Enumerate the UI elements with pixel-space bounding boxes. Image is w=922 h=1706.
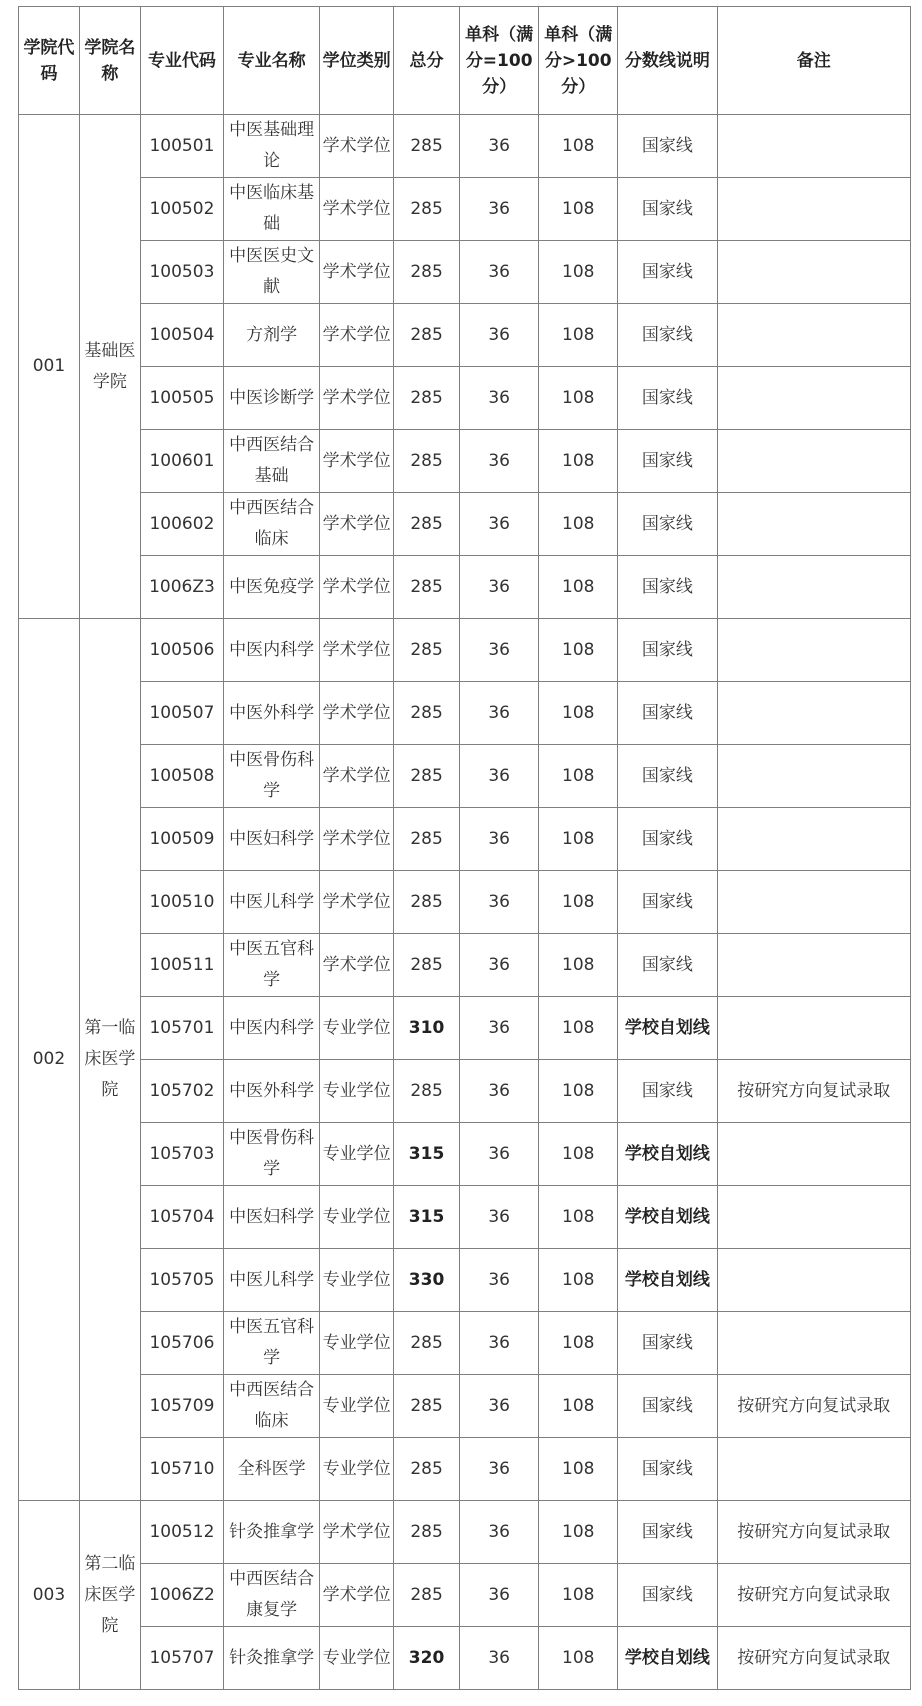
total-score-cell: 285 [393, 1501, 459, 1564]
single-over-100-cell: 108 [539, 178, 618, 241]
table-row [19, 1186, 911, 1249]
table-row [19, 808, 911, 871]
header-remarks: 备注 [717, 7, 910, 115]
total-score-cell: 285 [393, 493, 459, 556]
single-100-cell: 36 [460, 745, 539, 808]
major-name-cell: 中西医结合康复学 [224, 1564, 320, 1627]
major-name-cell: 中医内科学 [224, 997, 320, 1060]
major-code-cell: 100506 [140, 619, 223, 682]
total-score-cell: 285 [393, 241, 459, 304]
table-row [19, 997, 911, 1060]
line-note-cell: 国家线 [618, 367, 717, 430]
line-note-cell: 国家线 [618, 934, 717, 997]
single-over-100-cell: 108 [539, 1564, 618, 1627]
major-name-cell: 针灸推拿学 [224, 1627, 320, 1690]
total-score-cell: 285 [393, 619, 459, 682]
major-name-cell: 中医基础理论 [224, 115, 320, 178]
remarks-cell [717, 1438, 910, 1501]
single-100-cell: 36 [460, 115, 539, 178]
single-over-100-cell: 108 [539, 997, 618, 1060]
major-code-cell: 105710 [140, 1438, 223, 1501]
major-name-cell: 中医骨伤科学 [224, 745, 320, 808]
header-total-score: 总分 [393, 7, 459, 115]
line-note-cell: 国家线 [618, 1312, 717, 1375]
line-note-cell: 国家线 [618, 1060, 717, 1123]
total-score-cell: 330 [393, 1249, 459, 1312]
college-code-cell: 001 [19, 115, 80, 619]
major-code-cell: 105703 [140, 1123, 223, 1186]
college-code-cell: 002 [19, 619, 80, 1501]
single-over-100-cell: 108 [539, 1375, 618, 1438]
total-score-cell: 315 [393, 1123, 459, 1186]
total-score-cell: 285 [393, 304, 459, 367]
college-name-cell: 第二临床医学院 [79, 1501, 140, 1690]
score-table [18, 6, 911, 1690]
total-score-cell: 310 [393, 997, 459, 1060]
single-over-100-cell: 108 [539, 304, 618, 367]
major-name-cell: 中医外科学 [224, 682, 320, 745]
total-score-cell: 285 [393, 556, 459, 619]
single-over-100-cell: 108 [539, 367, 618, 430]
remarks-cell [717, 1186, 910, 1249]
degree-type-cell: 学术学位 [320, 619, 394, 682]
line-note-cell: 国家线 [618, 493, 717, 556]
single-100-cell: 36 [460, 556, 539, 619]
single-100-cell: 36 [460, 997, 539, 1060]
major-code-cell: 1006Z3 [140, 556, 223, 619]
degree-type-cell: 专业学位 [320, 1060, 394, 1123]
table-row [19, 1249, 911, 1312]
single-over-100-cell: 108 [539, 1186, 618, 1249]
single-over-100-cell: 108 [539, 682, 618, 745]
degree-type-cell: 学术学位 [320, 745, 394, 808]
major-name-cell: 方剂学 [224, 304, 320, 367]
single-over-100-cell: 108 [539, 1627, 618, 1690]
major-name-cell: 针灸推拿学 [224, 1501, 320, 1564]
degree-type-cell: 专业学位 [320, 1627, 394, 1690]
header-row [19, 7, 911, 115]
remarks-cell [717, 1312, 910, 1375]
single-over-100-cell: 108 [539, 619, 618, 682]
remarks-cell: 按研究方向复试录取 [717, 1564, 910, 1627]
total-score-cell: 285 [393, 871, 459, 934]
table-row [19, 304, 911, 367]
single-100-cell: 36 [460, 1501, 539, 1564]
header-single-over-100: 单科（满分>100分） [539, 7, 618, 115]
line-note-cell: 国家线 [618, 1375, 717, 1438]
single-over-100-cell: 108 [539, 430, 618, 493]
line-note-cell: 学校自划线 [618, 997, 717, 1060]
table-row [19, 1312, 911, 1375]
line-note-cell: 国家线 [618, 430, 717, 493]
degree-type-cell: 学术学位 [320, 115, 394, 178]
remarks-cell [717, 1249, 910, 1312]
single-over-100-cell: 108 [539, 1123, 618, 1186]
table-row [19, 367, 911, 430]
remarks-cell [717, 430, 910, 493]
single-100-cell: 36 [460, 367, 539, 430]
line-note-cell: 国家线 [618, 619, 717, 682]
degree-type-cell: 学术学位 [320, 871, 394, 934]
total-score-cell: 285 [393, 430, 459, 493]
line-note-cell: 国家线 [618, 808, 717, 871]
table-row [19, 493, 911, 556]
header-single-100: 单科（满分=100分） [460, 7, 539, 115]
line-note-cell: 国家线 [618, 1438, 717, 1501]
major-code-cell: 100505 [140, 367, 223, 430]
single-over-100-cell: 108 [539, 241, 618, 304]
table-row [19, 1375, 911, 1438]
major-code-cell: 105701 [140, 997, 223, 1060]
remarks-cell [717, 997, 910, 1060]
major-code-cell: 100601 [140, 430, 223, 493]
total-score-cell: 285 [393, 178, 459, 241]
single-100-cell: 36 [460, 1627, 539, 1690]
single-over-100-cell: 108 [539, 745, 618, 808]
degree-type-cell: 学术学位 [320, 430, 394, 493]
major-name-cell: 中医儿科学 [224, 1249, 320, 1312]
total-score-cell: 285 [393, 115, 459, 178]
single-100-cell: 36 [460, 871, 539, 934]
major-name-cell: 中医骨伤科学 [224, 1123, 320, 1186]
major-code-cell: 1006Z2 [140, 1564, 223, 1627]
major-code-cell: 100508 [140, 745, 223, 808]
line-note-cell: 国家线 [618, 745, 717, 808]
remarks-cell [717, 493, 910, 556]
degree-type-cell: 学术学位 [320, 304, 394, 367]
table-body [19, 115, 911, 1690]
degree-type-cell: 专业学位 [320, 997, 394, 1060]
single-100-cell: 36 [460, 1438, 539, 1501]
table-row [19, 430, 911, 493]
remarks-cell [717, 619, 910, 682]
total-score-cell: 285 [393, 1564, 459, 1627]
line-note-cell: 国家线 [618, 871, 717, 934]
major-name-cell: 中医五官科学 [224, 934, 320, 997]
remarks-cell: 按研究方向复试录取 [717, 1627, 910, 1690]
degree-type-cell: 学术学位 [320, 934, 394, 997]
remarks-cell [717, 934, 910, 997]
college-name-cell: 基础医学院 [79, 115, 140, 619]
remarks-cell: 按研究方向复试录取 [717, 1501, 910, 1564]
line-note-cell: 国家线 [618, 682, 717, 745]
remarks-cell [717, 556, 910, 619]
major-code-cell: 100503 [140, 241, 223, 304]
major-code-cell: 105704 [140, 1186, 223, 1249]
major-code-cell: 105706 [140, 1312, 223, 1375]
total-score-cell: 285 [393, 1375, 459, 1438]
major-code-cell: 100501 [140, 115, 223, 178]
major-code-cell: 100502 [140, 178, 223, 241]
degree-type-cell: 专业学位 [320, 1123, 394, 1186]
single-over-100-cell: 108 [539, 1312, 618, 1375]
table-row [19, 1564, 911, 1627]
single-100-cell: 36 [460, 1312, 539, 1375]
degree-type-cell: 学术学位 [320, 493, 394, 556]
table-row [19, 556, 911, 619]
line-note-cell: 学校自划线 [618, 1123, 717, 1186]
major-code-cell: 100509 [140, 808, 223, 871]
table-row [19, 1123, 911, 1186]
major-code-cell: 100504 [140, 304, 223, 367]
table-row [19, 241, 911, 304]
degree-type-cell: 专业学位 [320, 1312, 394, 1375]
major-name-cell: 中医诊断学 [224, 367, 320, 430]
single-over-100-cell: 108 [539, 1438, 618, 1501]
single-100-cell: 36 [460, 178, 539, 241]
total-score-cell: 285 [393, 808, 459, 871]
remarks-cell [717, 178, 910, 241]
major-name-cell: 中医内科学 [224, 619, 320, 682]
degree-type-cell: 学术学位 [320, 682, 394, 745]
major-name-cell: 中医妇科学 [224, 808, 320, 871]
major-name-cell: 中西医结合临床 [224, 493, 320, 556]
degree-type-cell: 学术学位 [320, 808, 394, 871]
single-100-cell: 36 [460, 430, 539, 493]
remarks-cell [717, 808, 910, 871]
major-code-cell: 105705 [140, 1249, 223, 1312]
single-over-100-cell: 108 [539, 871, 618, 934]
line-note-cell: 国家线 [618, 1501, 717, 1564]
degree-type-cell: 学术学位 [320, 367, 394, 430]
single-100-cell: 36 [460, 1186, 539, 1249]
degree-type-cell: 学术学位 [320, 241, 394, 304]
table-row [19, 871, 911, 934]
major-code-cell: 100510 [140, 871, 223, 934]
single-100-cell: 36 [460, 304, 539, 367]
major-code-cell: 100511 [140, 934, 223, 997]
major-code-cell: 105702 [140, 1060, 223, 1123]
line-note-cell: 国家线 [618, 304, 717, 367]
single-100-cell: 36 [460, 808, 539, 871]
major-name-cell: 中西医结合基础 [224, 430, 320, 493]
degree-type-cell: 专业学位 [320, 1375, 394, 1438]
remarks-cell [717, 682, 910, 745]
single-over-100-cell: 108 [539, 556, 618, 619]
total-score-cell: 285 [393, 367, 459, 430]
major-code-cell: 105709 [140, 1375, 223, 1438]
line-note-cell: 国家线 [618, 178, 717, 241]
line-note-cell: 学校自划线 [618, 1186, 717, 1249]
single-100-cell: 36 [460, 1375, 539, 1438]
remarks-cell [717, 304, 910, 367]
major-name-cell: 中医儿科学 [224, 871, 320, 934]
remarks-cell [717, 1123, 910, 1186]
single-100-cell: 36 [460, 934, 539, 997]
table-row [19, 1627, 911, 1690]
major-code-cell: 100512 [140, 1501, 223, 1564]
degree-type-cell: 专业学位 [320, 1438, 394, 1501]
remarks-cell: 按研究方向复试录取 [717, 1375, 910, 1438]
remarks-cell [717, 367, 910, 430]
table-row [19, 178, 911, 241]
header-major-code: 专业代码 [140, 7, 223, 115]
table-row [19, 619, 911, 682]
degree-type-cell: 学术学位 [320, 556, 394, 619]
single-100-cell: 36 [460, 1123, 539, 1186]
line-note-cell: 国家线 [618, 115, 717, 178]
total-score-cell: 285 [393, 1312, 459, 1375]
header-line-note: 分数线说明 [618, 7, 717, 115]
single-over-100-cell: 108 [539, 934, 618, 997]
header-college-name: 学院名称 [79, 7, 140, 115]
major-name-cell: 中医临床基础 [224, 178, 320, 241]
degree-type-cell: 专业学位 [320, 1186, 394, 1249]
degree-type-cell: 学术学位 [320, 178, 394, 241]
table-row [19, 1501, 911, 1564]
major-code-cell: 105707 [140, 1627, 223, 1690]
single-100-cell: 36 [460, 1060, 539, 1123]
table-row [19, 115, 911, 178]
header-college-code: 学院代码 [19, 7, 80, 115]
total-score-cell: 285 [393, 682, 459, 745]
major-name-cell: 中医医史文献 [224, 241, 320, 304]
major-name-cell: 全科医学 [224, 1438, 320, 1501]
major-code-cell: 100507 [140, 682, 223, 745]
single-100-cell: 36 [460, 241, 539, 304]
single-over-100-cell: 108 [539, 493, 618, 556]
remarks-cell [717, 115, 910, 178]
single-100-cell: 36 [460, 493, 539, 556]
total-score-cell: 285 [393, 934, 459, 997]
major-name-cell: 中医免疫学 [224, 556, 320, 619]
table-row [19, 1438, 911, 1501]
line-note-cell: 学校自划线 [618, 1627, 717, 1690]
major-name-cell: 中医妇科学 [224, 1186, 320, 1249]
major-name-cell: 中医五官科学 [224, 1312, 320, 1375]
remarks-cell [717, 745, 910, 808]
total-score-cell: 320 [393, 1627, 459, 1690]
single-100-cell: 36 [460, 1564, 539, 1627]
degree-type-cell: 学术学位 [320, 1564, 394, 1627]
total-score-cell: 285 [393, 1438, 459, 1501]
major-name-cell: 中西医结合临床 [224, 1375, 320, 1438]
remarks-cell: 按研究方向复试录取 [717, 1060, 910, 1123]
total-score-cell: 285 [393, 1060, 459, 1123]
table-header [19, 7, 911, 115]
line-note-cell: 国家线 [618, 241, 717, 304]
table-row [19, 934, 911, 997]
remarks-cell [717, 241, 910, 304]
single-100-cell: 36 [460, 1249, 539, 1312]
table-row [19, 682, 911, 745]
single-over-100-cell: 108 [539, 1249, 618, 1312]
single-100-cell: 36 [460, 682, 539, 745]
line-note-cell: 国家线 [618, 556, 717, 619]
degree-type-cell: 学术学位 [320, 1501, 394, 1564]
line-note-cell: 国家线 [618, 1564, 717, 1627]
major-code-cell: 100602 [140, 493, 223, 556]
remarks-cell [717, 871, 910, 934]
single-over-100-cell: 108 [539, 808, 618, 871]
degree-type-cell: 专业学位 [320, 1249, 394, 1312]
total-score-cell: 285 [393, 745, 459, 808]
single-over-100-cell: 108 [539, 1501, 618, 1564]
single-over-100-cell: 108 [539, 1060, 618, 1123]
major-name-cell: 中医外科学 [224, 1060, 320, 1123]
header-major-name: 专业名称 [224, 7, 320, 115]
college-code-cell: 003 [19, 1501, 80, 1690]
header-degree-type: 学位类别 [320, 7, 394, 115]
line-note-cell: 学校自划线 [618, 1249, 717, 1312]
total-score-cell: 315 [393, 1186, 459, 1249]
single-over-100-cell: 108 [539, 115, 618, 178]
table-row [19, 1060, 911, 1123]
college-name-cell: 第一临床医学院 [79, 619, 140, 1501]
table-row [19, 745, 911, 808]
single-100-cell: 36 [460, 619, 539, 682]
